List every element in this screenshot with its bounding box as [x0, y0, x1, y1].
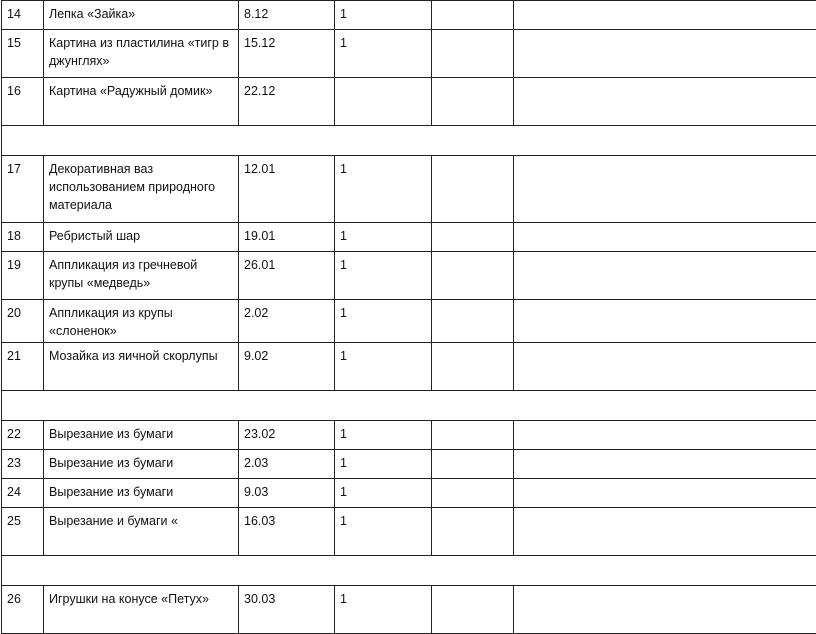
lesson-number-cell: 26	[2, 586, 44, 634]
lesson-title-cell: Вырезание из бумаги	[44, 450, 239, 479]
table-row	[2, 1, 816, 30]
notes-cell	[514, 223, 816, 252]
lesson-number-cell: 14	[2, 1, 44, 30]
lesson-hours-cell: 1	[335, 343, 432, 391]
lesson-number-cell: 25	[2, 508, 44, 556]
lesson-hours-cell: 1	[335, 508, 432, 556]
notes-cell	[514, 252, 816, 300]
table-row	[2, 252, 816, 300]
table-body	[2, 1, 816, 634]
lesson-date-cell: 23.02	[239, 421, 335, 450]
lesson-title-cell: Игрушки на конусе «Петух»	[44, 586, 239, 634]
notes-cell	[514, 78, 816, 126]
empty-cell	[432, 300, 514, 343]
empty-cell	[432, 421, 514, 450]
notes-cell	[514, 450, 816, 479]
lesson-date-cell: 19.01	[239, 223, 335, 252]
lesson-number-cell: 23	[2, 450, 44, 479]
notes-cell	[514, 479, 816, 508]
empty-cell	[432, 586, 514, 634]
lesson-hours-cell: 1	[335, 156, 432, 223]
notes-cell	[514, 300, 816, 343]
lesson-hours-cell: 1	[335, 586, 432, 634]
lesson-date-cell: 26.01	[239, 252, 335, 300]
table-row	[2, 300, 816, 343]
lesson-date-cell: 2.02	[239, 300, 335, 343]
lesson-date-cell: 12.01	[239, 156, 335, 223]
lesson-title-cell: Картина из пластилина «тигр в джунглях»	[44, 30, 239, 78]
lesson-date-cell: 8.12	[239, 1, 335, 30]
empty-cell	[432, 479, 514, 508]
lesson-number-cell: 21	[2, 343, 44, 391]
section-divider-row	[2, 556, 816, 586]
empty-cell	[432, 508, 514, 556]
lesson-title-cell: Мозайка из яичной скорлупы	[44, 343, 239, 391]
table-row	[2, 156, 816, 223]
lesson-hours-cell: 1	[335, 30, 432, 78]
table-row	[2, 450, 816, 479]
lesson-number-cell: 20	[2, 300, 44, 343]
table-row	[2, 78, 816, 126]
empty-cell	[432, 30, 514, 78]
lesson-number-cell: 22	[2, 421, 44, 450]
lesson-hours-cell: 1	[335, 450, 432, 479]
lesson-title-cell: Вырезание и бумаги «	[44, 508, 239, 556]
table-row	[2, 343, 816, 391]
lesson-hours-cell: 1	[335, 421, 432, 450]
notes-cell	[514, 421, 816, 450]
lesson-date-cell: 22.12	[239, 78, 335, 126]
lesson-date-cell: 16.03	[239, 508, 335, 556]
notes-cell	[514, 343, 816, 391]
lesson-date-cell: 30.03	[239, 586, 335, 634]
notes-cell	[514, 1, 816, 30]
section-divider-cell	[2, 556, 816, 586]
lesson-title-cell: Ребристый шар	[44, 223, 239, 252]
lesson-number-cell: 19	[2, 252, 44, 300]
lesson-number-cell: 15	[2, 30, 44, 78]
lesson-title-cell: Вырезание из бумаги	[44, 421, 239, 450]
section-divider-cell	[2, 126, 816, 156]
lesson-number-cell: 24	[2, 479, 44, 508]
section-divider-cell	[2, 391, 816, 421]
notes-cell	[514, 508, 816, 556]
section-divider-row	[2, 126, 816, 156]
lesson-date-cell: 15.12	[239, 30, 335, 78]
table-row	[2, 508, 816, 556]
lesson-number-cell: 17	[2, 156, 44, 223]
lesson-title-cell: Аппликация из гречневой крупы «медведь»	[44, 252, 239, 300]
table-row	[2, 586, 816, 634]
empty-cell	[432, 343, 514, 391]
empty-cell	[432, 78, 514, 126]
empty-cell	[432, 223, 514, 252]
lesson-schedule-table	[1, 0, 816, 634]
lesson-title-cell: Декоративная ваз использованием природного материала	[44, 156, 239, 223]
lesson-hours-cell: 1	[335, 1, 432, 30]
empty-cell	[432, 156, 514, 223]
empty-cell	[432, 450, 514, 479]
lesson-hours-cell: 1	[335, 479, 432, 508]
lesson-hours-cell	[335, 78, 432, 126]
lesson-date-cell: 9.02	[239, 343, 335, 391]
notes-cell	[514, 156, 816, 223]
lesson-title-cell: Картина «Радужный домик»	[44, 78, 239, 126]
table-row	[2, 223, 816, 252]
table-row	[2, 479, 816, 508]
lesson-date-cell: 2.03	[239, 450, 335, 479]
lesson-number-cell: 18	[2, 223, 44, 252]
lesson-number-cell: 16	[2, 78, 44, 126]
lesson-title-cell: Аппликация из крупы «слоненок»	[44, 300, 239, 343]
section-divider-row	[2, 391, 816, 421]
lesson-hours-cell: 1	[335, 223, 432, 252]
table-row	[2, 30, 816, 78]
lesson-date-cell: 9.03	[239, 479, 335, 508]
empty-cell	[432, 252, 514, 300]
lesson-hours-cell: 1	[335, 252, 432, 300]
lesson-title-cell: Вырезание из бумаги	[44, 479, 239, 508]
empty-cell	[432, 1, 514, 30]
lesson-hours-cell: 1	[335, 300, 432, 343]
table-row	[2, 421, 816, 450]
lesson-title-cell: Лепка «Зайка»	[44, 1, 239, 30]
notes-cell	[514, 30, 816, 78]
notes-cell	[514, 586, 816, 634]
